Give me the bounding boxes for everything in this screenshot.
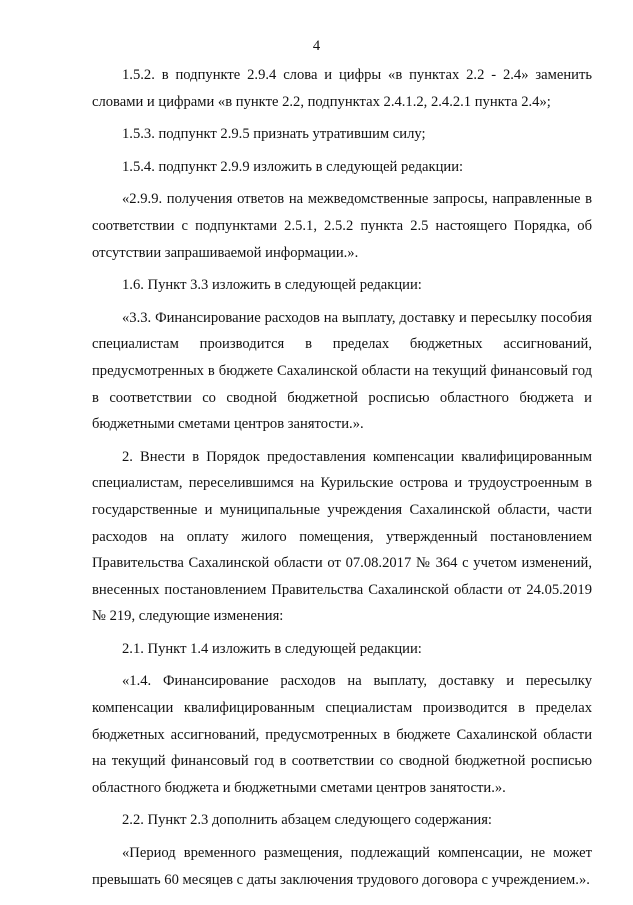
quote-3-3: «3.3. Финансирование расходов на выплату, доставку и пересылку пособия специалистам производится в пределах бюджетных ассигнований, предусмотренных в бюджете Сахалинской области на текущий финансовый год в соответствии со сводной бюджетной росписью областного бюджета и бюджетными сметами центров занятости.». bbox=[92, 309, 592, 433]
paragraph-1-5-2: 1.5.2. в подпункте 2.9.4 слова и цифры «в пунктах 2.2 - 2.4» заменить словами и цифрами «в пункте 2.2, подпунктах 2.4.1.2, 2.4.2.1 пункта 2.4»; bbox=[92, 67, 592, 110]
document-body bbox=[92, 62, 592, 893]
paragraph-1-5-3: 1.5.3. подпункт 2.9.5 признать утратившим силу; bbox=[122, 126, 426, 143]
paragraph-1-5-4: 1.5.4. подпункт 2.9.9 изложить в следующей редакции: bbox=[122, 158, 464, 175]
paragraph-2-1: 2.1. Пункт 1.4 изложить в следующей редакции: bbox=[122, 640, 422, 657]
quote-2-9-9: «2.9.9. получения ответов на межведомственные запросы, направленные в соответствии с подпунктами 2.5.1, 2.5.2 пункта 2.5 настоящего Порядка, об отсутствии запрашиваемой информации.». bbox=[92, 191, 592, 261]
paragraph-2-2: 2.2. Пункт 2.3 дополнить абзацем следующего содержания: bbox=[122, 812, 492, 829]
page-number: 4 bbox=[312, 38, 321, 54]
paragraph-2: 2. Внести в Порядок предоставления компенсации квалифицированным специалистам, переселившимся на Курильские острова и трудоустроенным в государственные и муниципальные учреждения Сахалинской области, части расходов на оплату жилого помещения, утвержденный постановлением Правительства Сахалинской области от 07.08.2017 № 364 с учетом изменений, внесенных постановлением Правительства Сахалинской области от 24.05.2019 № 219, следующие изменения: bbox=[92, 448, 592, 625]
quote-1-4: «1.4. Финансирование расходов на выплату, доставку и пересылку компенсации квалифицированным специалистам производится в пределах бюджетных ассигнований, предусмотренных в бюджете Сахалинской области на текущий финансовый год в соответствии со сводной бюджетной росписью областного бюджета и бюджетными сметами центров занятости.». bbox=[92, 673, 592, 796]
paragraph-1-6: 1.6. Пункт 3.3 изложить в следующей редакции: bbox=[122, 277, 422, 294]
quote-period: «Период временного размещения, подлежащий компенсации, не может превышать 60 месяцев с даты заключения трудового договора с учреждением.». bbox=[92, 845, 592, 888]
